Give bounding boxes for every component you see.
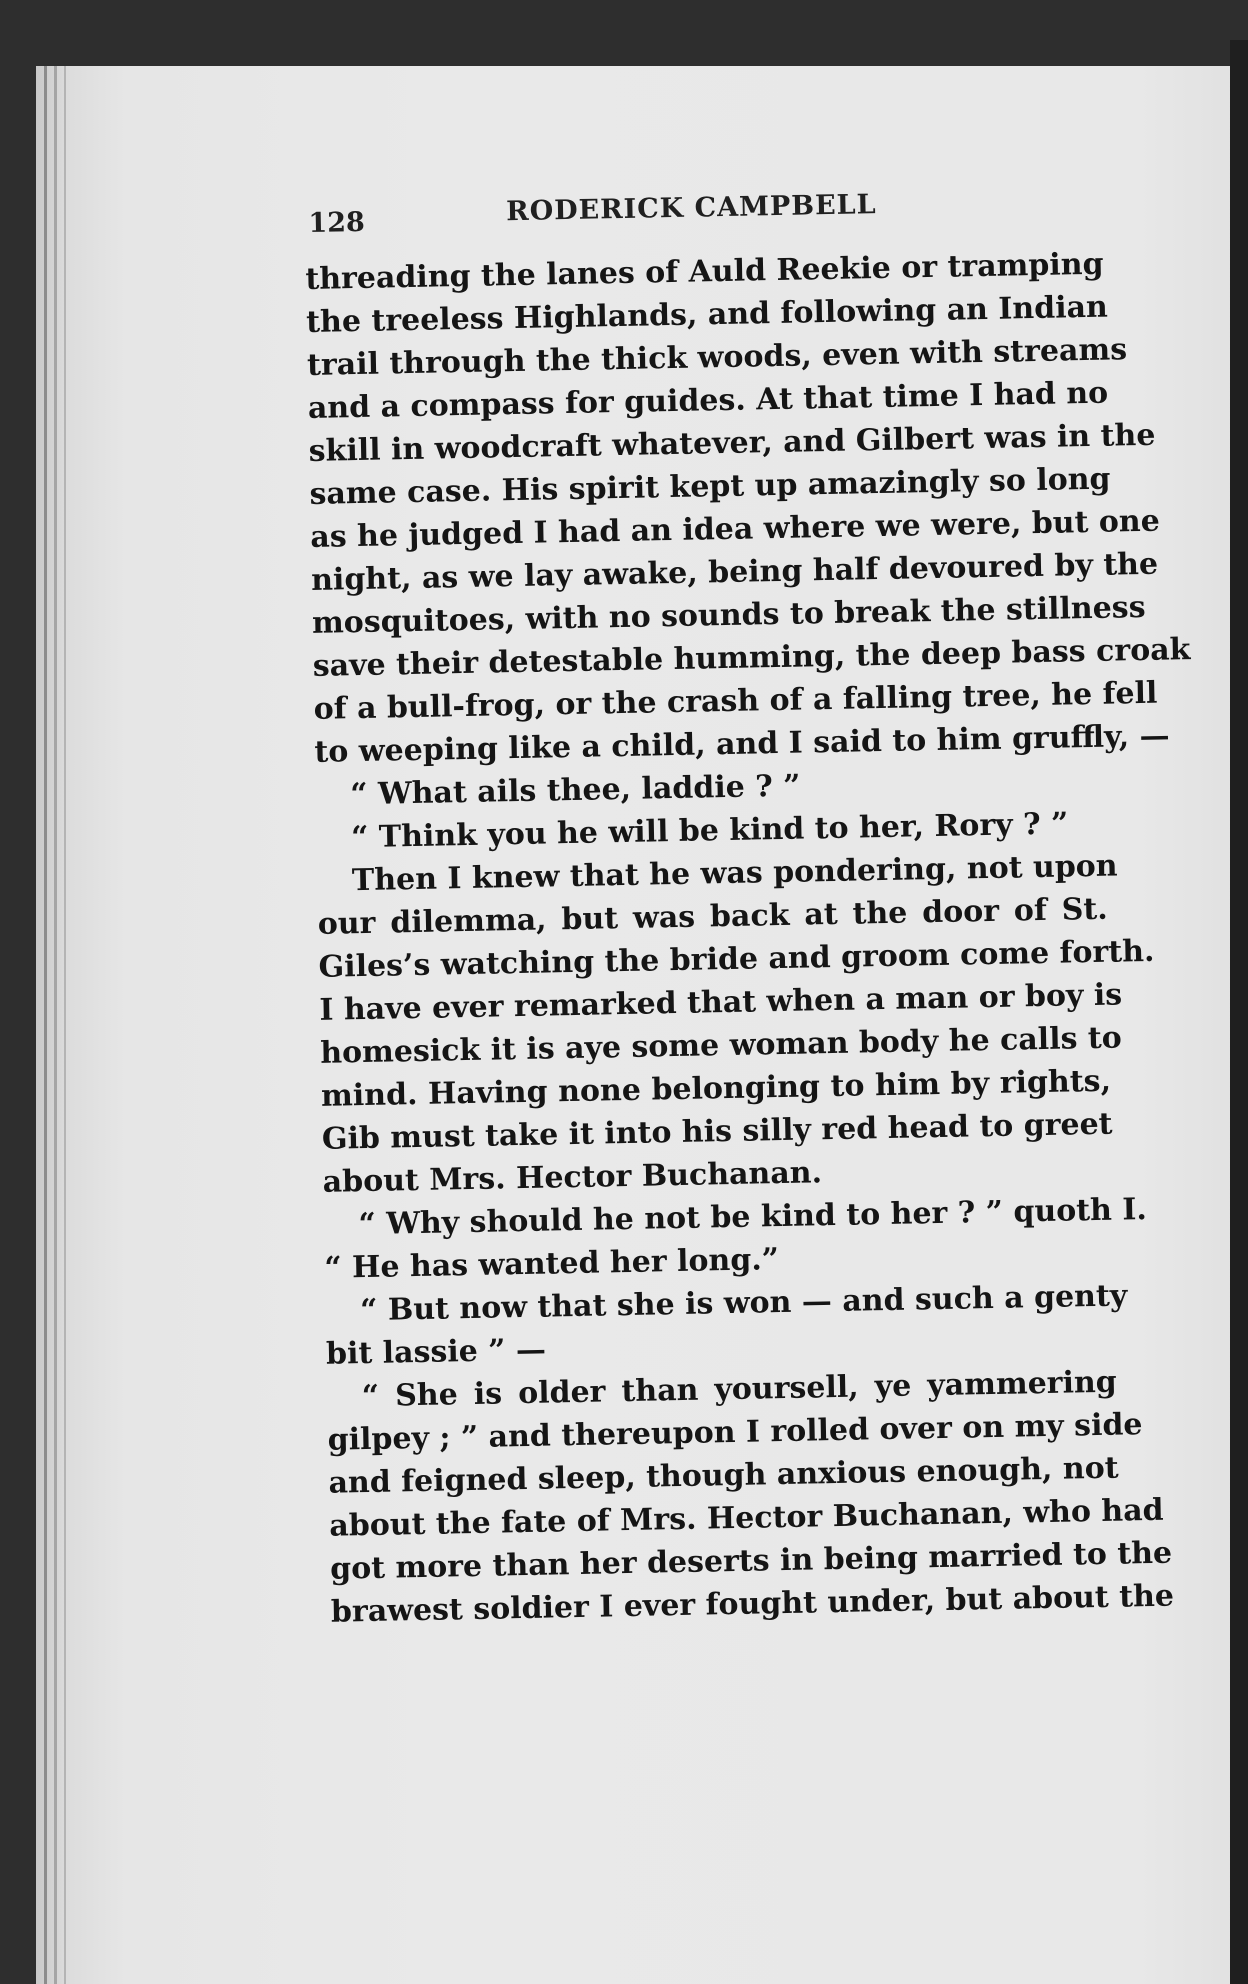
text-line: mind. Having none belonging to him by rights, [320,1063,1112,1114]
text-line: our dilemma, but was back at the door of St. [317,891,1108,942]
text-line: “ He has wanted her long.” [324,1242,780,1286]
text-line: of a bull-frog, or the crash of a falling tree, he fell [313,675,1158,727]
text-line: mosquitoes, with no sounds to break the stillness [311,589,1146,641]
running-head: RODERICK CAMPBELL [505,189,877,228]
text-line: bit lassie ” — [325,1332,547,1372]
text-line: Gib must take it into his silly red head to greet [321,1106,1113,1157]
text-line: “ She is older than yoursell, ye yammering [361,1364,1118,1415]
text-line: to weeping like a child, and I said to him gruffly, — [314,718,1170,770]
page-edge-line [44,66,47,1984]
text-line: same case. His spirit kept up amazingly so long [309,461,1111,512]
page-number: 128 [308,206,366,239]
text-line: I have ever remarked that when a man or boy is [319,977,1123,1028]
text-line: “ Why should he not be kind to her ? ” quoth I. [358,1192,1148,1243]
text-line: save their detestable humming, the deep bass croak [312,632,1191,684]
text-line: brawest soldier I ever fought under, but about the [330,1578,1175,1630]
text-line: skill in woodcraft whatever, and Gilbert was in the [308,417,1156,469]
body-text [305,243,1191,1634]
text-line: and a compass for guides. At that time I had no [307,375,1109,426]
text-line: night, as we lay awake, being half devoured by the [310,546,1159,598]
text-line: threading the lanes of Auld Reekie or tramping [305,246,1104,297]
page-edge-line [54,66,57,1984]
text-line: “ What ails thee, laddie ? ” [349,768,801,813]
text-line: “ Think you he will be kind to her, Rory ? ” [350,806,1069,856]
text-line: homesick it is aye some woman body he calls to [319,1020,1123,1071]
text-line: trail through the thick woods, even with streams [306,332,1128,383]
page-edge-line [64,66,66,1984]
text-line: got more than her deserts in being married to the [329,1535,1173,1587]
text-line: gilpey ; ” and thereupon I rolled over on my side [327,1407,1143,1458]
text-line: and feigned sleep, though anxious enough, not [328,1450,1119,1501]
text-line: about Mrs. Hector Buchanan. [322,1155,823,1200]
text-line: as he judged I had an idea where we were, but one [310,503,1161,555]
book-cover-edge [1230,40,1248,1984]
text-line: Giles’s watching the bride and groom come forth. [318,933,1155,985]
text-line: about the fate of Mrs. Hector Buchanan, who had [329,1492,1164,1544]
text-line: Then I knew that he was pondering, not upon [351,848,1118,899]
text-line: “ But now that she is won — and such a genty [359,1278,1128,1329]
text-line: the treeless Highlands, and following an Indian [305,289,1109,340]
